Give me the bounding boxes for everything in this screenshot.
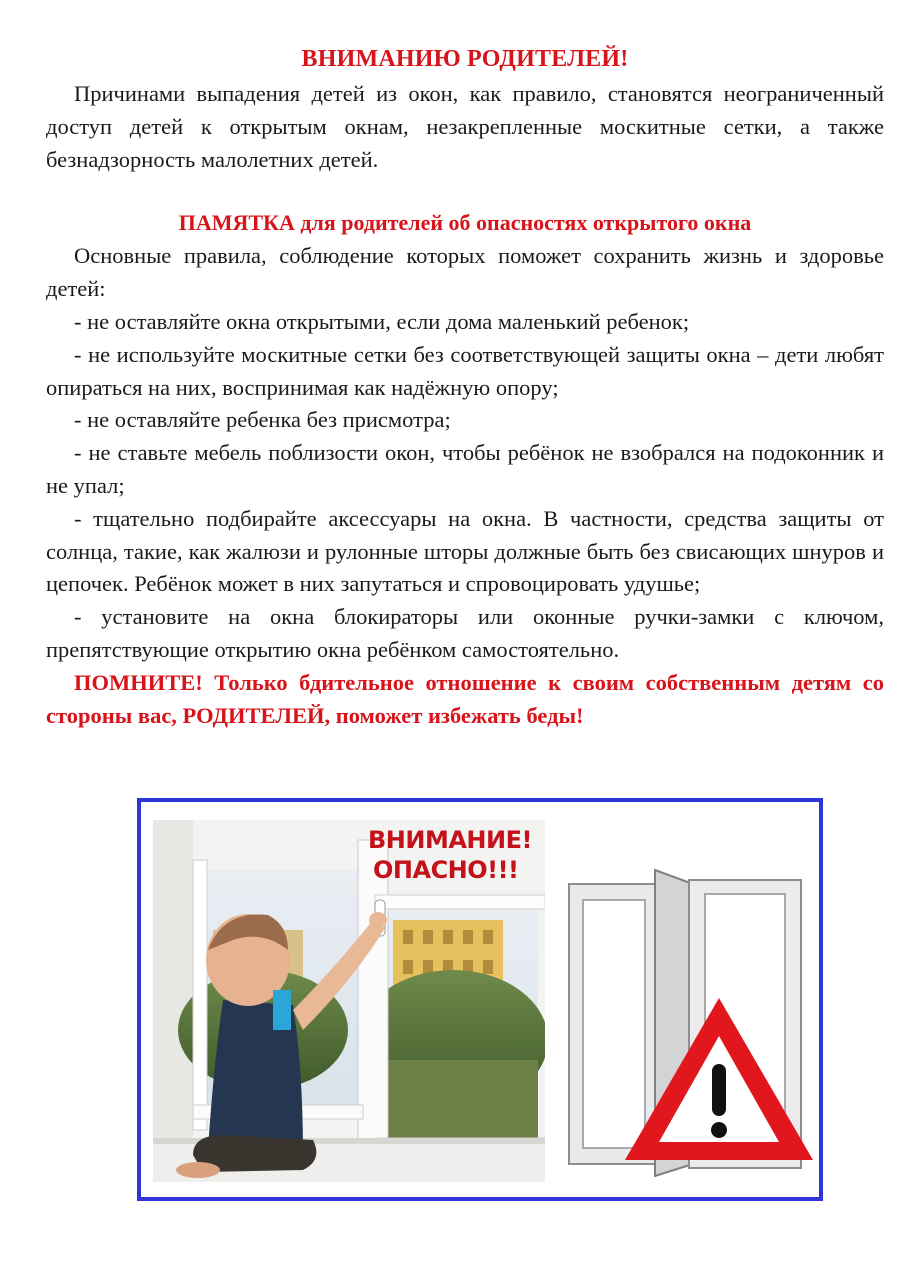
rule-item: - не оставляйте ребенка без присмотра; — [74, 407, 451, 433]
intro-paragraph: Причинами выпадения детей из окон, как правило, становятся неограниченный доступ детей к открытым окнам, незакрепленные москитные сетки, а также безнадзорность малолетних детей. — [46, 81, 884, 172]
rule-item: - не используйте москитные сетки без соответствующей защиты окна – дети любят опираться на них, воспринимая как надёжную опору; — [46, 341, 884, 400]
remember-paragraph: ПОМНИТЕ! Только бдительное отношение к своим собственным детям со стороны вас, РОДИТЕЛЕЙ, поможет избежать беды! — [46, 669, 884, 728]
warning-line-1: ВНИМАНИЕ! — [368, 826, 532, 854]
memo-title: ПАМЯТКА для родителей об опасностях открытого окна — [178, 210, 752, 236]
warning-line-2: ОПАСНО!!! — [373, 856, 519, 884]
rule-item: - тщательно подбирайте аксессуары на окна. В частности, средства защиты от солнца, такие, как жалюзи и рулонные шторы должные быть без свисающих шнуров и цепочек. Ребёнок может в них запутаться и спровоцировать удушье; — [46, 505, 884, 597]
document-page — [46, 44, 884, 732]
child-at-window-photo — [153, 820, 545, 1182]
rules-intro: Основные правила, соблюдение которых поможет сохранить жизнь и здоровье детей: — [46, 243, 884, 302]
rule-item: - не оставляйте окна открытыми, если дома маленький ребенок; — [74, 308, 690, 334]
rule-item: - установите на окна блокираторы или оконные ручки-замки с ключом, препятствующие открытию окна ребёнком самостоятельно. — [46, 604, 884, 662]
page-title: ВНИМАНИЮ РОДИТЕЛЕЙ! — [301, 46, 629, 72]
rule-item: - не ставьте мебель поблизости окон, чтобы ребёнок не взобрался на подоконник и не упал; — [46, 440, 884, 498]
warning-illustration — [137, 798, 823, 1201]
warning-triangle-icon — [619, 992, 819, 1167]
